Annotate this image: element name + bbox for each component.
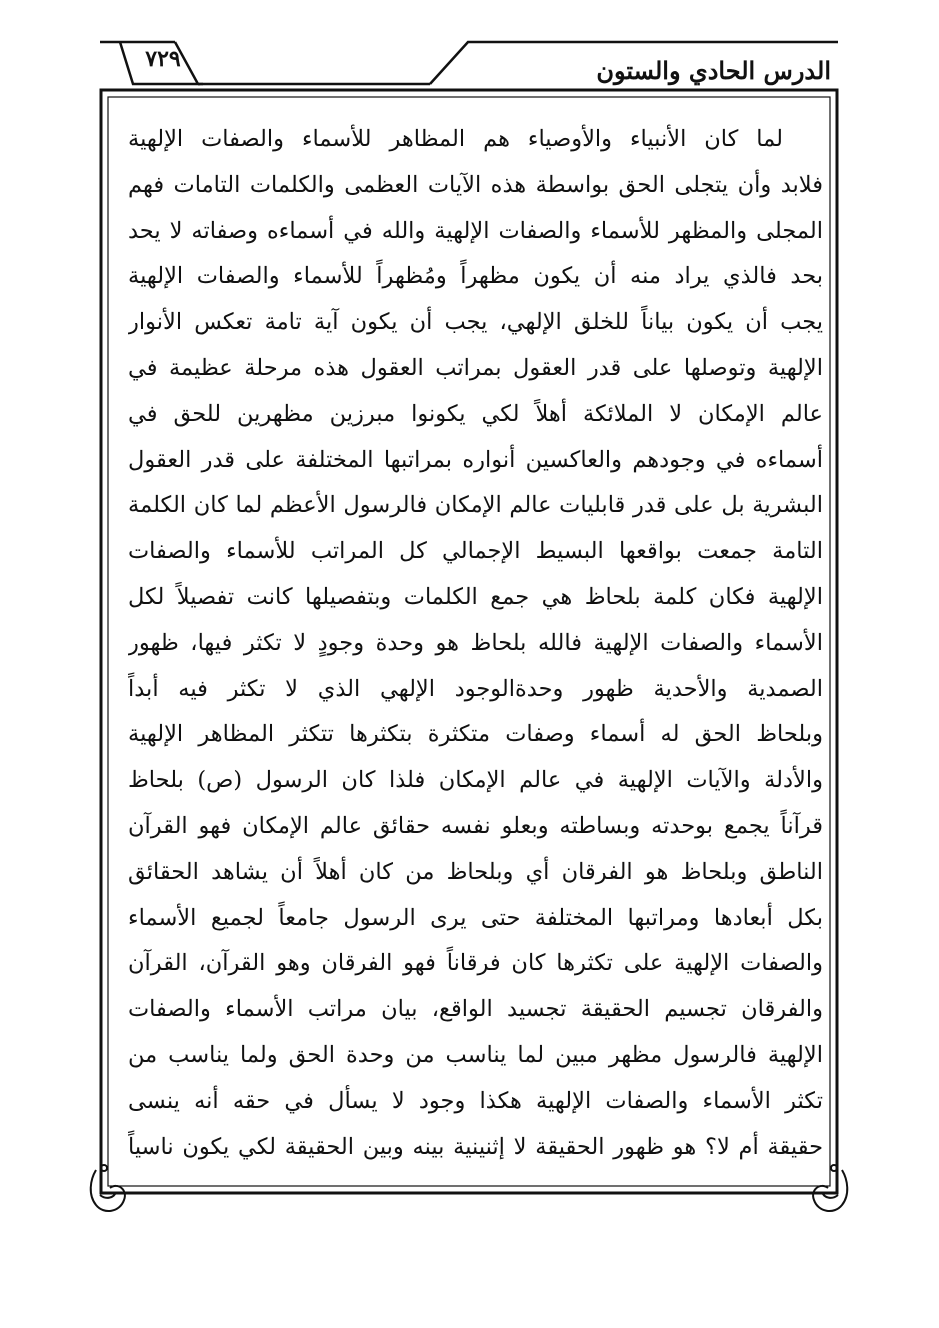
text-line: البشرية بل على قدر قابليات عالم الإمكان فالرسول الأعظم لما كان الكلمة (128, 492, 823, 519)
text-line: الإلهية فكان كلمة بلحاظ هي جمع الكلمات وبتفصيلها كانت تفصيلاً لكل (128, 583, 823, 610)
text-line: الإلهية وتوصلها على قدر العقول بمراتب العقول هذه مرحلة عظيمة في (128, 354, 823, 381)
body-text (128, 117, 823, 1170)
text-line: التامة جمعت بواقعها البسيط الإجمالي كل المراتب للأسماء والصفات (128, 538, 823, 565)
text-line: حقيقة أم لا؟ هو ظهور الحقيقة لا إثنينية بينه وبين الحقيقة لكي يكون ناسياً (128, 1133, 823, 1160)
text-line: بكل أبعادها ومراتبها المختلفة حتى يرى الرسول جامعاً لجميع الأسماء (128, 904, 823, 931)
text-line: فلابد وأن يتجلى الحق بواسطة هذه الآيات العظمى والكلمات التامات فهم (128, 171, 823, 198)
running-header-title: الدرس الحادي والستون (596, 56, 831, 85)
text-line: وبلحاظ الحق له أسماء وصفات متكثرة بتكثرها تتكثر المظاهر الإلهية (128, 721, 823, 748)
text-line: يجب أن يكون بياناً للخلق الإلهي، يجب أن يكون آية تامة تعكس الأنوار (128, 309, 823, 336)
text-line: عالم الإمكان لا الملائكة أهلاً لكي يكونوا مبرزين مظهرين للحق في (128, 400, 823, 427)
page-number: ٧٢٩ (145, 46, 181, 72)
text-line: والأدلة والآيات الإلهية في عالم الإمكان فلذا كان الرسول (ص) بلحاظ (128, 767, 823, 794)
text-line: والصفات الإلهية على تكثرها كان فرقاناً فهو الفرقان وهو القرآن، القرآن (128, 950, 823, 977)
text-line: الأسماء والصفات الإلهية فالله بلحاظ هو وحدة وجودٍ لا تكثر فيها، ظهور (128, 629, 823, 656)
text-line: الصمدية والأحدية ظهور وحدةالوجود الإلهي الذي لا تكثر فيه أبداً (128, 675, 823, 702)
text-line: المجلى والمظهر للأسماء والصفات الإلهية والله في أسماءه وصفاته لا يحد (128, 217, 823, 244)
text-line: الناطق وبلحاظ هو الفرقان أي وبلحاظ من كان أهلاً أن يشاهد الحقائق (128, 858, 823, 885)
text-line: تكثر الأسماء والصفات الإلهية هكذا وجود لا يسأل في حقه أنه ينسى (128, 1087, 823, 1114)
text-line: والفرقان تجسيم الحقيقة تجسيد الواقع، بيان مراتب الأسماء والصفات (128, 996, 823, 1023)
text-line: قرآناً يجمع بوحدته وبساطته وبعلو نفسه حقائق عالم الإمكان فهو القرآن (128, 812, 823, 839)
text-line: لما كان الأنبياء والأوصياء هم المظاهر للأسماء والصفات الإلهية (128, 126, 783, 152)
text-line: بحد فالذي يراد منه أن يكون مظهراً ومُظهراً للأسماء والصفات الإلهية (128, 263, 823, 290)
text-line: أسماءه في وجودهم والعاكسين أنواره بمراتبها المختلفة على قدر العقول (128, 446, 823, 473)
text-line: الإلهية فالرسول مظهر مبين لما يناسب من وحدة الحق ولما يناسب من (128, 1041, 823, 1068)
